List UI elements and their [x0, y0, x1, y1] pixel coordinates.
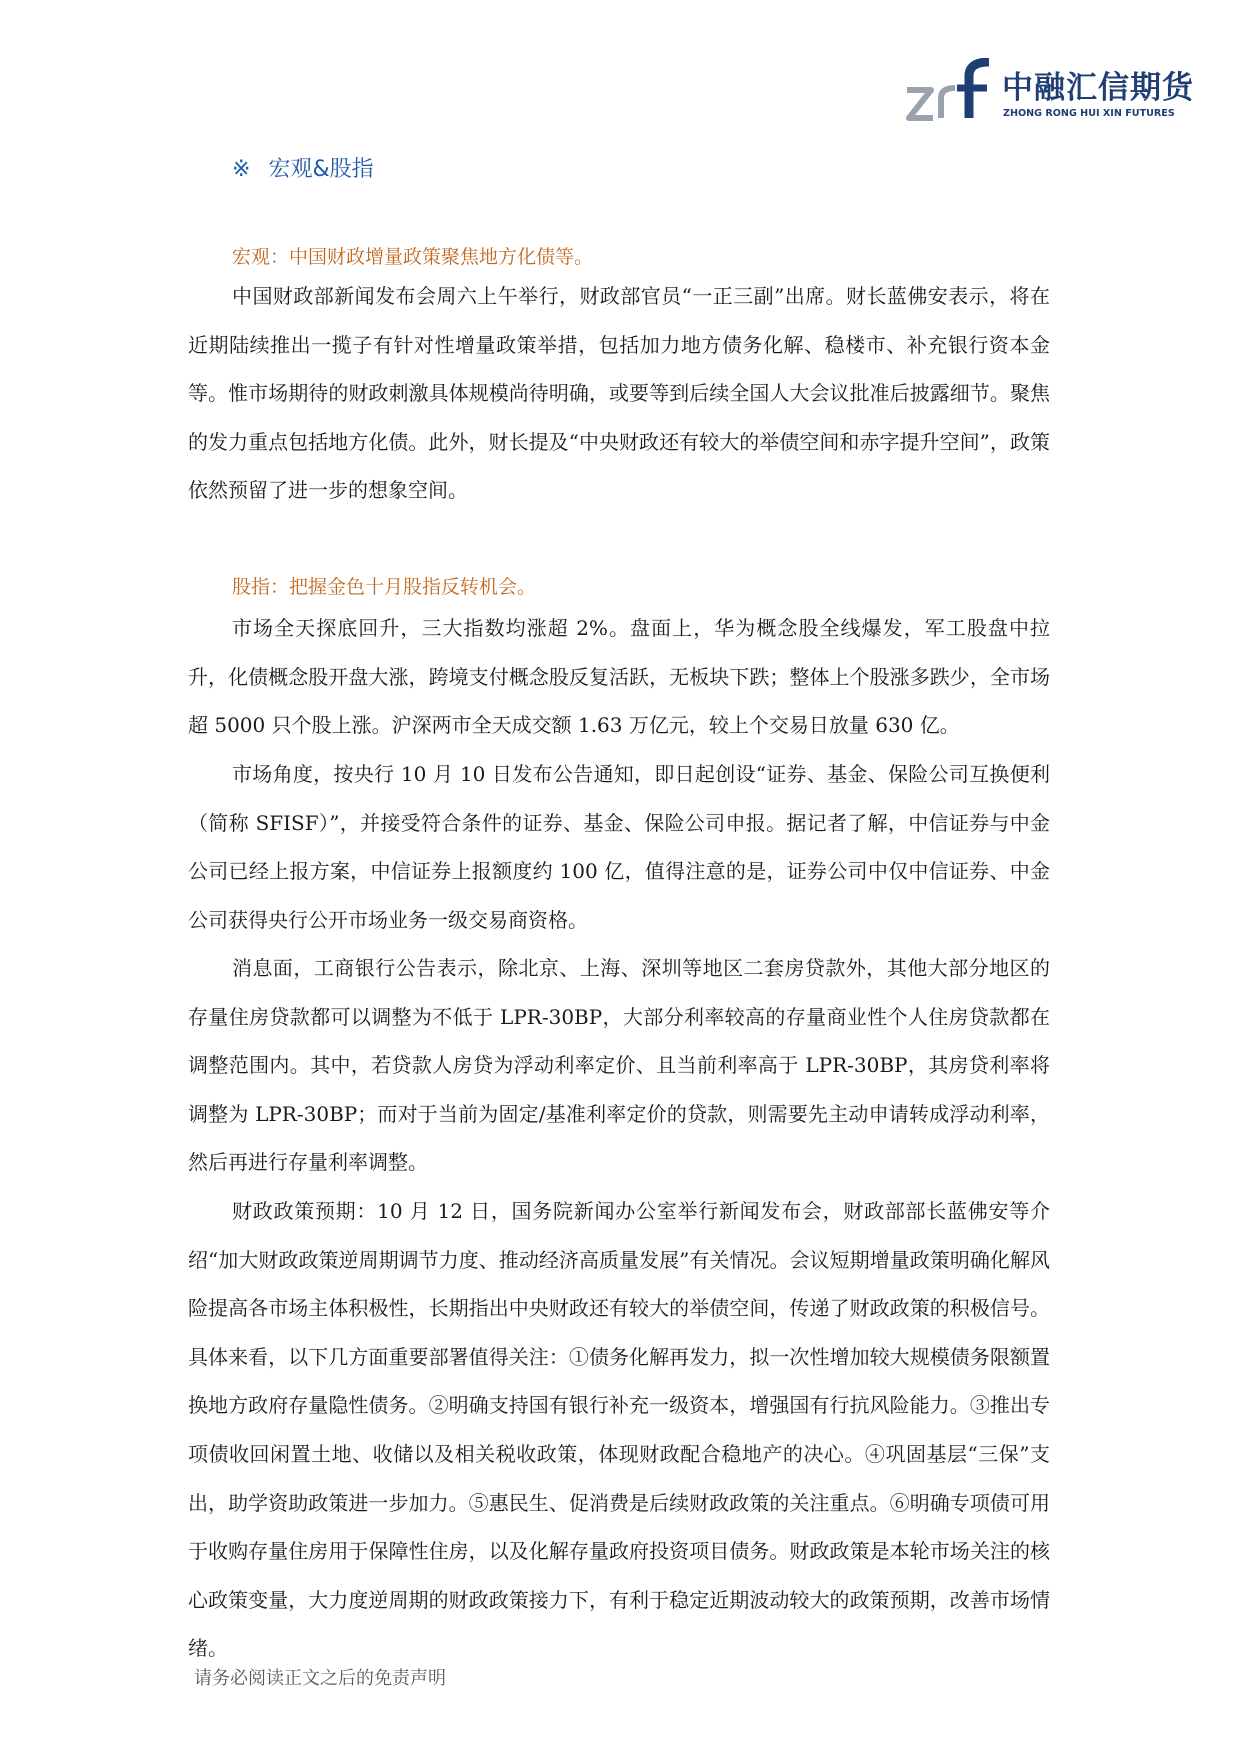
section-title-text: 宏观&股指: [268, 157, 374, 182]
macro-paragraph: 中国财政部新闻发布会周六上午举行，财政部官员“一正三副”出席。财长蓝佛安表示，将在近期陆续推出一揽子有针对性增量政策举措，包括加力地方债务化解、稳楼市、补充银行资本金等。惟市场期待的财政刺激具体规模尚待明确，或要等到后续全国人大会议批准后披露细节。聚焦的发力重点包括地方化债。此外，财长提及“中央财政还有较大的举债空间和赤字提升空间”，政策依然预留了进一步的想象空间。: [188, 284, 1050, 503]
zrf-logo-mark-icon: [905, 58, 997, 124]
index-heading: 股指：把握金色十月股指反转机会。: [232, 576, 537, 598]
macro-heading: 宏观：中国财政增量政策聚焦地方化债等。: [232, 246, 594, 268]
section-title: [232, 152, 374, 183]
index-paragraph-1: 市场全天探底回升，三大指数均涨超 2%。盘面上，华为概念股全线爆发，军工股盘中拉升，化债概念股开盘大涨，跨境支付概念股反复活跃，无板块下跌；整体上个股涨多跌少，全市场超 5000 只个股上涨。沪深两市全天成交额 1.63 万亿元，较上个交易日放量 630 亿。: [188, 616, 1050, 738]
index-paragraph-2: 市场角度，按央行 10 月 10 日发布公告通知，即日起创设“证券、基金、保险公司互换便利（简称 SFISF）”，并接受符合条件的证券、基金、保险公司申报。据记者了解，中信证券与中金公司已经上报方案，中信证券上报额度约 100 亿，值得注意的是，证券公司中仅中信证券、中金公司获得央行公开市场业务一级交易商资格。: [188, 762, 1050, 932]
disclaimer-footer: 请务必阅读正文之后的免责声明: [194, 1668, 446, 1689]
index-paragraph-3: 消息面，工商银行公告表示，除北京、上海、深圳等地区二套房贷款外，其他大部分地区的存量住房贷款都可以调整为不低于 LPR-30BP，大部分利率较高的存量商业性个人住房贷款都在调整范围内。其中，若贷款人房贷为浮动利率定价、且当前利率高于 LPR-30BP，其房贷利率将调整为 LPR-30BP；而对于当前为固定/基准利率定价的贷款，则需要先主动申请转成浮动利率，然后再进行存量利率调整。: [188, 956, 1050, 1175]
index-paragraph-4: 财政政策预期：10 月 12 日，国务院新闻办公室举行新闻发布会，财政部部长蓝佛安等介绍“加大财政政策逆周期调节力度、推动经济高质量发展”有关情况。会议短期增量政策明确化解风险提高各市场主体积极性，长期指出中央财政还有较大的举债空间，传递了财政政策的积极信号。具体来看，以下几方面重要部署值得关注：①债务化解再发力，拟一次性增加较大规模债务限额置换地方政府存量隐性债务。②明确支持国有银行补充一级资本，增强国有行抗风险能力。③推出专项债收回闲置土地、收储以及相关税收政策，体现财政配合稳地产的决心。④巩固基层“三保”支出，助学资助政策进一步加力。⑤惠民生、促消费是后续财政政策的关注重点。⑥明确专项债可用于收购存量住房用于保障性住房，以及化解存量政府投资项目债务。财政政策是本轮市场关注的核心政策变量，大力度逆周期的财政政策接力下，有利于稳定近期波动较大的政策预期，改善市场情绪。: [188, 1199, 1050, 1661]
reference-mark: ※: [232, 157, 251, 182]
logo-name-en: ZHONG RONG HUI XIN FUTURES: [1003, 108, 1175, 119]
logo-name-cn: 中融汇信期货: [1002, 70, 1194, 106]
company-logo: [905, 58, 1194, 128]
